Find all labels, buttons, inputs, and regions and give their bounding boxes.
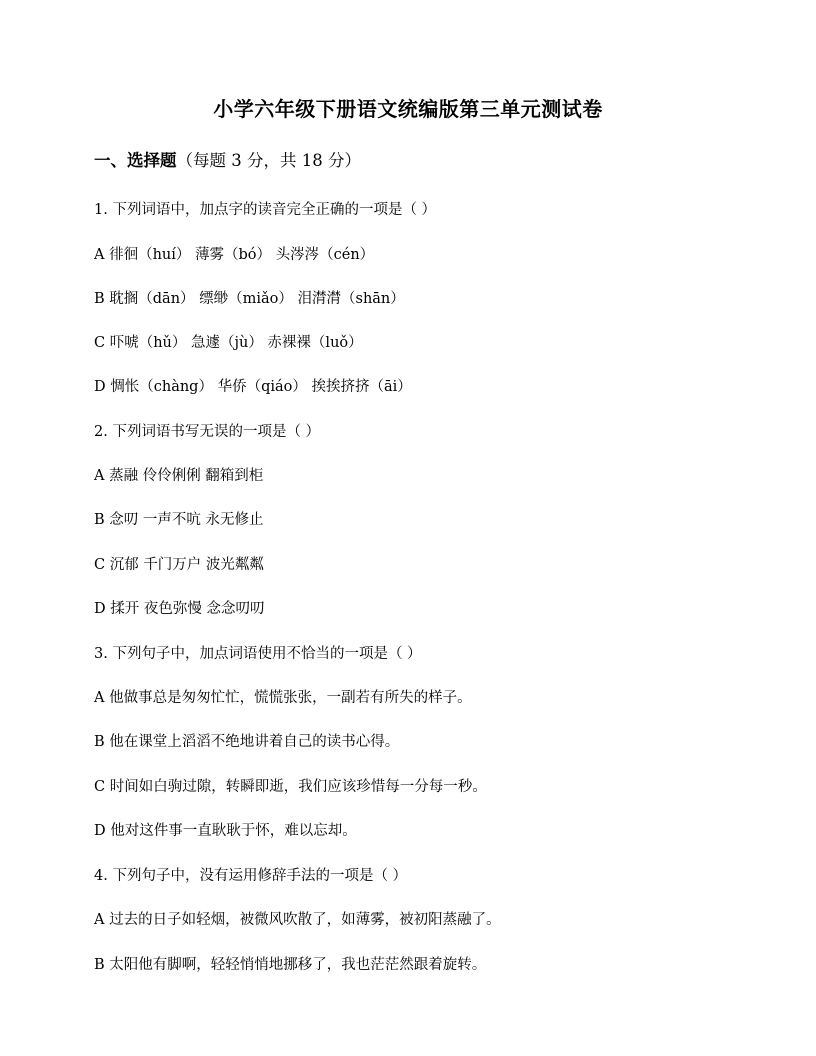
- question-option: D 揉开 夜色弥慢 念念叨叨: [94, 601, 265, 617]
- question-stem: 4. 下列句子中，没有运用修辞手法的一项是（ ）: [94, 868, 408, 884]
- section-label: 一、选择题: [94, 151, 177, 170]
- question-stem: 1. 下列词语中，加点字的读音完全正确的一项是（ ）: [94, 202, 437, 218]
- question-option: B 太阳他有脚啊，轻轻悄悄地挪移了，我也茫茫然跟着旋转。: [94, 957, 487, 973]
- page-title: 小学六年级下册语文统编版第三单元测试卷: [213, 97, 603, 121]
- question-option: D 他对这件事一直耿耿于怀，难以忘却。: [94, 823, 357, 839]
- section-heading: [94, 150, 361, 172]
- section-note: （每题 3 分，共 18 分）: [176, 151, 361, 170]
- question-option: C 时间如白驹过隙，转瞬即逝，我们应该珍惜每一分每一秒。: [94, 779, 487, 795]
- question-option: B 念叨 一声不吭 永无修止: [94, 512, 264, 528]
- question-option: C 吓唬（hǔ） 急遽（jù） 赤裸裸（luǒ）: [94, 335, 363, 351]
- question-option: B 耽搁（dān） 缥缈（miǎo） 泪潸潸（shān）: [94, 291, 405, 307]
- question-option: A 过去的日子如轻烟，被微风吹散了，如薄雾，被初阳蒸融了。: [94, 912, 501, 928]
- question-option: A 蒸融 伶伶俐俐 翻箱到柜: [94, 468, 264, 484]
- question-option: A 他做事总是匆匆忙忙，慌慌张张，一副若有所失的样子。: [94, 690, 472, 706]
- question-stem: 3. 下列句子中，加点词语使用不恰当的一项是（ ）: [94, 646, 422, 662]
- question-option: D 惆怅（chàng） 华侨（qiáo） 挨挨挤挤（āi）: [94, 379, 412, 395]
- question-option: A 徘徊（huí） 薄雾（bó） 头涔涔（cén）: [94, 247, 375, 263]
- question-option: C 沉郁 千门万户 波光粼粼: [94, 557, 264, 573]
- question-option: B 他在课堂上滔滔不绝地讲着自己的读书心得。: [94, 734, 400, 750]
- question-stem: 2. 下列词语书写无误的一项是（ ）: [94, 424, 321, 440]
